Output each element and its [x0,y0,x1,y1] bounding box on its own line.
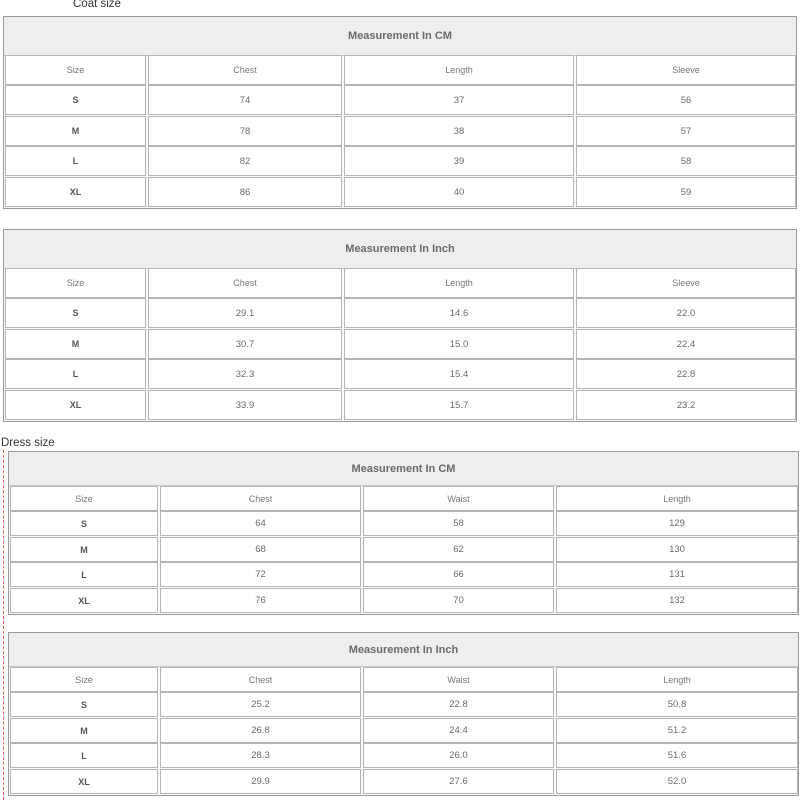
size-label: L [10,743,158,768]
dress-inch-table [8,632,799,796]
table-cell: 28.3 [160,743,361,768]
table-cell: 51.2 [556,718,798,743]
table-cell: 130 [556,537,798,562]
table-cell: 30.7 [148,329,342,359]
table-cell: 57 [576,116,796,146]
table-cell: 76 [160,588,361,613]
table-cell: 33.9 [148,390,342,420]
table-cell: 14.6 [344,298,574,328]
column-header: Chest [160,667,361,692]
column-header: Length [556,486,798,511]
table-cell: 22.8 [363,692,554,717]
table-cell: 59 [576,177,796,207]
column-header: Size [5,55,146,85]
size-label: S [5,85,146,115]
dress-size-title: Dress size [1,437,55,449]
table-cell: 58 [576,146,796,176]
table-cell: 50.8 [556,692,798,717]
table-cell: 32.3 [148,359,342,389]
column-header: Chest [160,486,361,511]
table-cell: 29.1 [148,298,342,328]
table-header: Measurement In Inch [9,633,798,667]
table-cell: 27.6 [363,769,554,794]
coat-size-title: Coat size [73,0,121,10]
column-header: Waist [363,486,554,511]
size-label: M [5,116,146,146]
column-header: Sleeve [576,268,796,298]
column-header: Size [5,268,146,298]
table-header: Measurement In CM [4,17,796,56]
table-cell: 23.2 [576,390,796,420]
table-cell: 26.0 [363,743,554,768]
column-header: Size [10,667,158,692]
table-cell: 78 [148,116,342,146]
table-cell: 68 [160,537,361,562]
size-label: XL [10,769,158,794]
column-header: Sleeve [576,55,796,85]
table-cell: 56 [576,85,796,115]
table-cell: 24.4 [363,718,554,743]
column-header: Waist [363,667,554,692]
table-cell: 72 [160,562,361,587]
size-label: L [5,146,146,176]
size-label: S [5,298,146,328]
size-label: S [10,511,158,536]
table-cell: 26.8 [160,718,361,743]
table-cell: 51.6 [556,743,798,768]
table-cell: 64 [160,511,361,536]
size-label: M [10,537,158,562]
coat-cm-table [3,16,797,209]
table-cell: 15.0 [344,329,574,359]
table-cell: 39 [344,146,574,176]
table-cell: 40 [344,177,574,207]
table-cell: 66 [363,562,554,587]
column-header: Chest [148,55,342,85]
table-cell: 82 [148,146,342,176]
column-header: Size [10,486,158,511]
table-header: Measurement In Inch [4,230,796,269]
table-cell: 15.4 [344,359,574,389]
size-label: XL [10,588,158,613]
dress-section-border [3,450,4,800]
column-header: Length [344,268,574,298]
column-header: Length [344,55,574,85]
size-label: M [10,718,158,743]
size-label: XL [5,390,146,420]
table-cell: 132 [556,588,798,613]
table-cell: 37 [344,85,574,115]
table-cell: 129 [556,511,798,536]
size-label: XL [5,177,146,207]
table-cell: 29.9 [160,769,361,794]
table-cell: 58 [363,511,554,536]
table-cell: 22.0 [576,298,796,328]
table-cell: 52.0 [556,769,798,794]
table-header: Measurement In CM [9,452,798,486]
dress-cm-table [8,451,799,615]
table-cell: 131 [556,562,798,587]
table-cell: 25.2 [160,692,361,717]
size-label: L [5,359,146,389]
table-cell: 70 [363,588,554,613]
table-cell: 22.8 [576,359,796,389]
size-label: S [10,692,158,717]
table-cell: 74 [148,85,342,115]
table-cell: 62 [363,537,554,562]
column-header: Length [556,667,798,692]
size-label: M [5,329,146,359]
column-header: Chest [148,268,342,298]
size-label: L [10,562,158,587]
table-cell: 22.4 [576,329,796,359]
table-cell: 38 [344,116,574,146]
coat-inch-table [3,229,797,422]
table-cell: 86 [148,177,342,207]
table-cell: 15.7 [344,390,574,420]
